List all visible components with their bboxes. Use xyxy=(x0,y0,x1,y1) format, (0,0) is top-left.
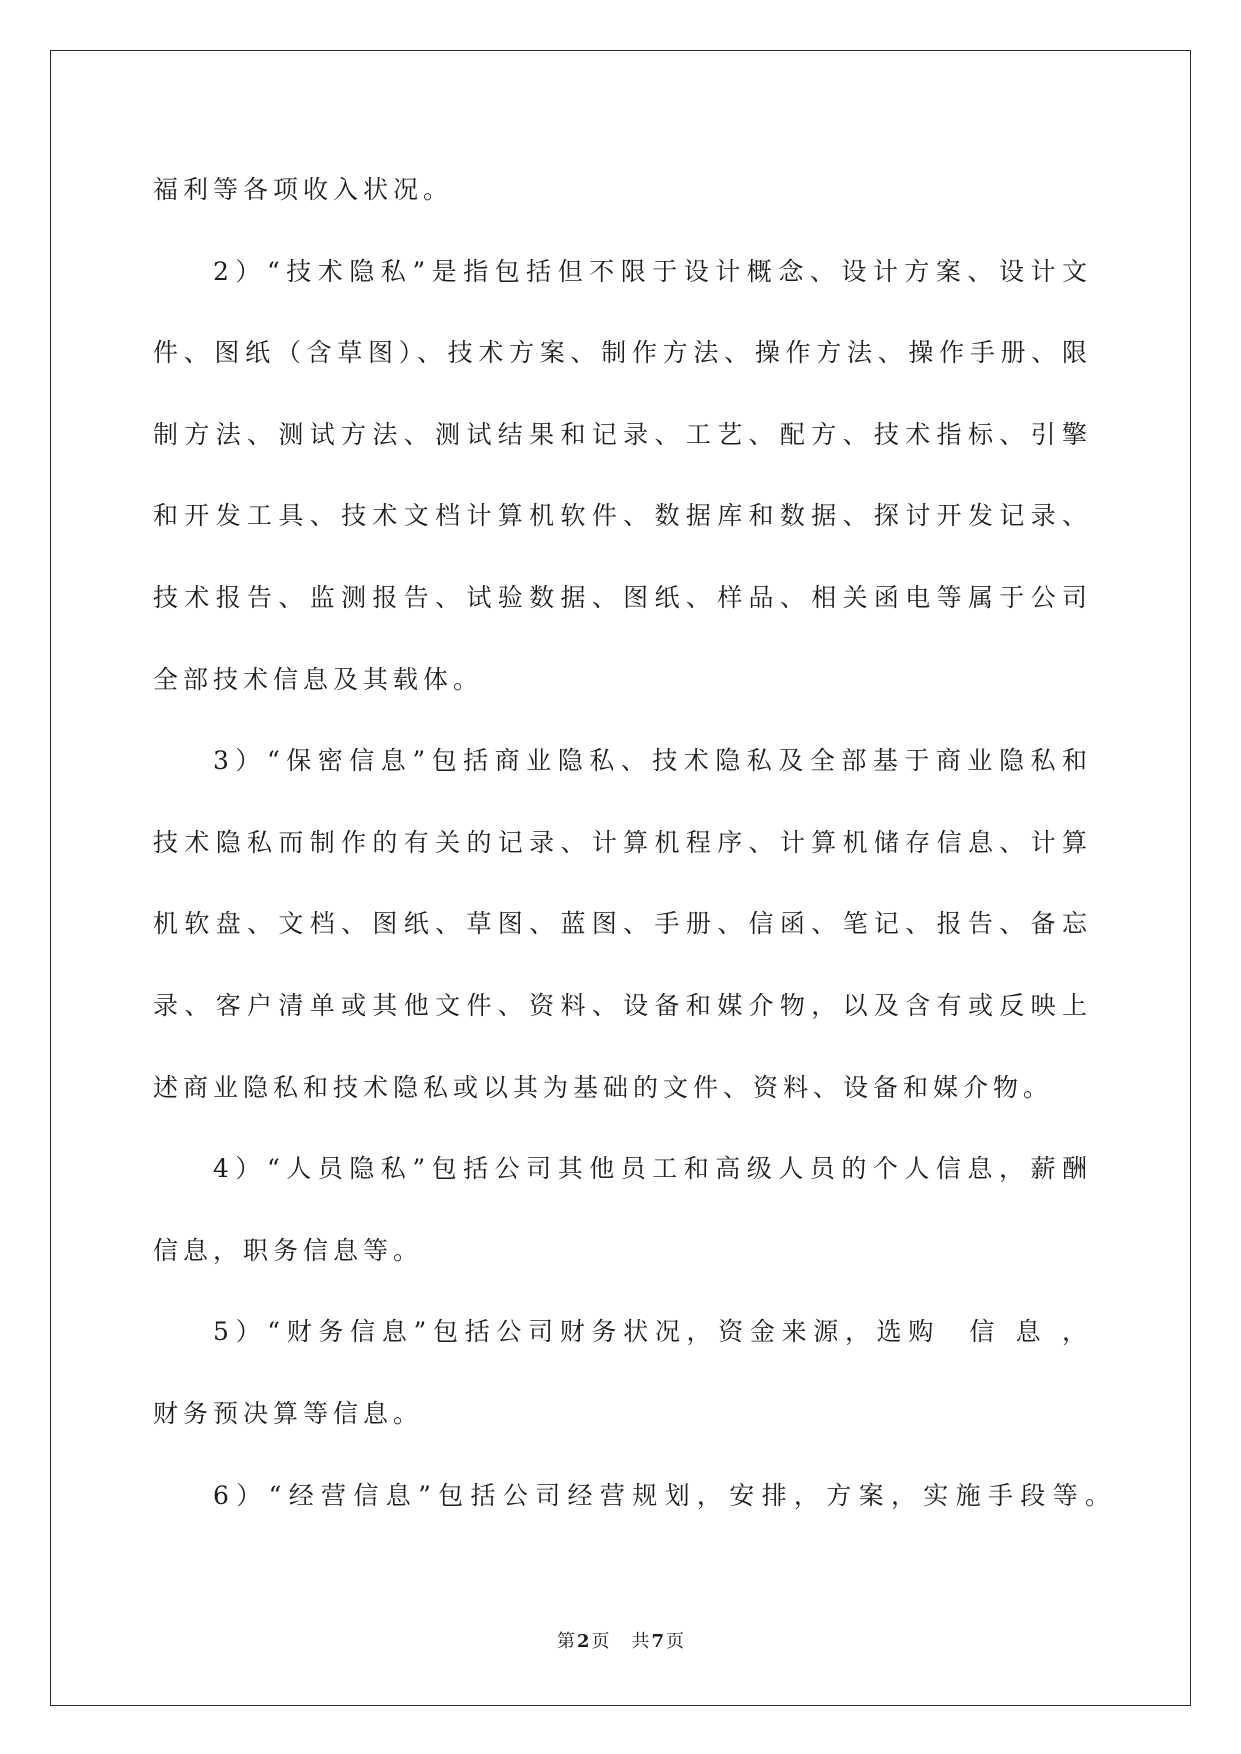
page-number-suffix: 页 xyxy=(591,1631,610,1652)
current-page-number: 2 xyxy=(576,1631,590,1652)
paragraph-line: 和开发工具、技术文档计算机软件、数据库和数据、探讨开发记录、 xyxy=(153,501,1087,531)
paragraph-line: 6）“经营信息”包括公司经营规划，安排，方案，实施手段等。 xyxy=(213,1480,1110,1510)
paragraph-line: 述商业隐私和技术隐私或以其为基础的文件、资料、设备和媒介物。 xyxy=(153,1072,1054,1102)
paragraph-line: 件、图纸（含草图）、技术方案、制作方法、操作方法、操作手册、限 xyxy=(153,338,1087,368)
page-number-prefix: 第 xyxy=(556,1631,575,1652)
paragraph-line: 3）“保密信息”包括商业隐私、技术隐私及全部基于商业隐私和 xyxy=(213,746,1087,776)
paragraph-line: 技术隐私而制作的有关的记录、计算机程序、计算机储存信息、计算 xyxy=(153,827,1087,857)
paragraph-line: 4）“人员隐私”包括公司其他员工和高级人员的个人信息，薪酬 xyxy=(213,1154,1087,1184)
paragraph-line: 制方法、测试方法、测试结果和记录、工艺、配方、技术指标、引擎 xyxy=(153,419,1087,449)
document-body xyxy=(153,149,1110,1536)
paragraph-line: 信息，职务信息等。 xyxy=(153,1235,424,1265)
page-footer xyxy=(0,1628,1241,1656)
total-pages-suffix: 页 xyxy=(666,1631,685,1652)
total-page-count: 7 xyxy=(651,1631,665,1652)
paragraph-line: 录、客户清单或其他文件、资料、设备和媒介物，以及含有或反映上 xyxy=(153,990,1087,1020)
paragraph-line: 全部技术信息及其载体。 xyxy=(153,664,484,694)
paragraph-line: 财务预决算等信息。 xyxy=(153,1398,424,1428)
paragraph-line: 2）“技术隐私”是指包括但不限于设计概念、设计方案、设计文 xyxy=(213,256,1087,286)
total-pages-prefix: 共 xyxy=(631,1631,650,1652)
paragraph-line: 福利等各项收入状况。 xyxy=(153,175,454,204)
paragraph-line: 技术报告、监测报告、试验数据、图纸、样品、相关函电等属于公司 xyxy=(153,582,1087,612)
paragraph-line: 机软盘、文档、图纸、草图、蓝图、手册、信函、笔记、报告、备忘 xyxy=(153,909,1087,939)
paragraph-line: 5）“财务信息”包括公司财务状况，资金来源，选购 信 息 ， xyxy=(213,1317,1087,1347)
